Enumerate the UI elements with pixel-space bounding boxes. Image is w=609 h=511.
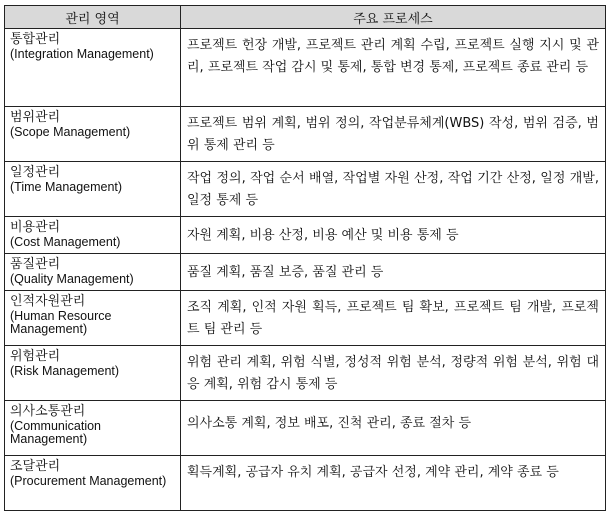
area-name-english: (Scope Management) [10, 125, 131, 139]
process-cell: 작업 정의, 작업 순서 배열, 작업별 자원 산정, 작업 기간 산정, 일정 개발, 일정 통제 등 [181, 162, 606, 217]
pm-knowledge-areas-table-wrapper [4, 5, 605, 511]
area-name-english: (Procurement Management) [10, 474, 167, 488]
table-row [5, 217, 606, 254]
process-cell: 품질 계획, 품질 보증, 품질 관리 등 [181, 254, 606, 291]
area-name-english: (Quality Management) [10, 272, 134, 286]
area-name-korean: 위험관리 [10, 349, 61, 364]
process-cell: 프로젝트 헌장 개발, 프로젝트 관리 계획 수립, 프로젝트 실행 지시 및 관리, 프로젝트 작업 감시 및 통제, 통합 변경 통제, 프로젝트 종료 관리 등 [181, 29, 606, 107]
table-row [5, 291, 606, 346]
process-cell: 의사소통 계획, 정보 배포, 진척 관리, 종료 절차 등 [181, 401, 606, 456]
process-cell: 프로젝트 범위 계획, 범위 정의, 작업분류체계(WBS) 작성, 범위 검증, 범위 통제 관리 등 [181, 107, 606, 162]
process-cell: 조직 계획, 인적 자원 획득, 프로젝트 팀 확보, 프로젝트 팀 개발, 프로젝트 팀 관리 등 [181, 291, 606, 346]
pm-knowledge-areas-table [4, 5, 606, 511]
table-row [5, 107, 606, 162]
area-cell [5, 291, 181, 346]
area-cell [5, 29, 181, 107]
table-row [5, 162, 606, 217]
area-cell [5, 107, 181, 162]
area-name-english: (Risk Management) [10, 364, 120, 378]
area-name-english: (Human Resource Management) [10, 309, 112, 336]
area-cell [5, 217, 181, 254]
area-name-korean: 비용관리 [10, 220, 61, 235]
area-name-korean: 통합관리 [10, 32, 61, 47]
process-cell: 획득계획, 공급자 유치 계획, 공급자 선정, 계약 관리, 계약 종료 등 [181, 456, 606, 511]
area-cell [5, 162, 181, 217]
area-cell [5, 346, 181, 401]
area-name-korean: 품질관리 [10, 257, 61, 272]
header-row [5, 6, 606, 29]
table-row [5, 29, 606, 107]
area-cell [5, 456, 181, 511]
area-name-korean: 일정관리 [10, 165, 61, 180]
process-cell: 자원 계획, 비용 산정, 비용 예산 및 비용 통제 등 [181, 217, 606, 254]
header-process: 주요 프로세스 [181, 6, 606, 29]
table-row [5, 401, 606, 456]
area-cell [5, 401, 181, 456]
table-row [5, 456, 606, 511]
area-name-english: (Time Management) [10, 180, 123, 194]
area-name-korean: 의사소통관리 [10, 404, 86, 419]
area-name-korean: 범위관리 [10, 110, 61, 125]
table-row [5, 254, 606, 291]
header-area: 관리 영역 [5, 6, 181, 29]
area-name-english: (Communication Management) [10, 419, 102, 446]
table-row [5, 346, 606, 401]
area-name-korean: 조달관리 [10, 459, 61, 474]
process-cell: 위험 관리 계획, 위험 식별, 정성적 위험 분석, 정량적 위험 분석, 위험 대응 계획, 위험 감시 통제 등 [181, 346, 606, 401]
area-name-english: (Integration Management) [10, 47, 154, 61]
area-cell [5, 254, 181, 291]
area-name-korean: 인적자원관리 [10, 294, 86, 309]
area-name-english: (Cost Management) [10, 235, 121, 249]
